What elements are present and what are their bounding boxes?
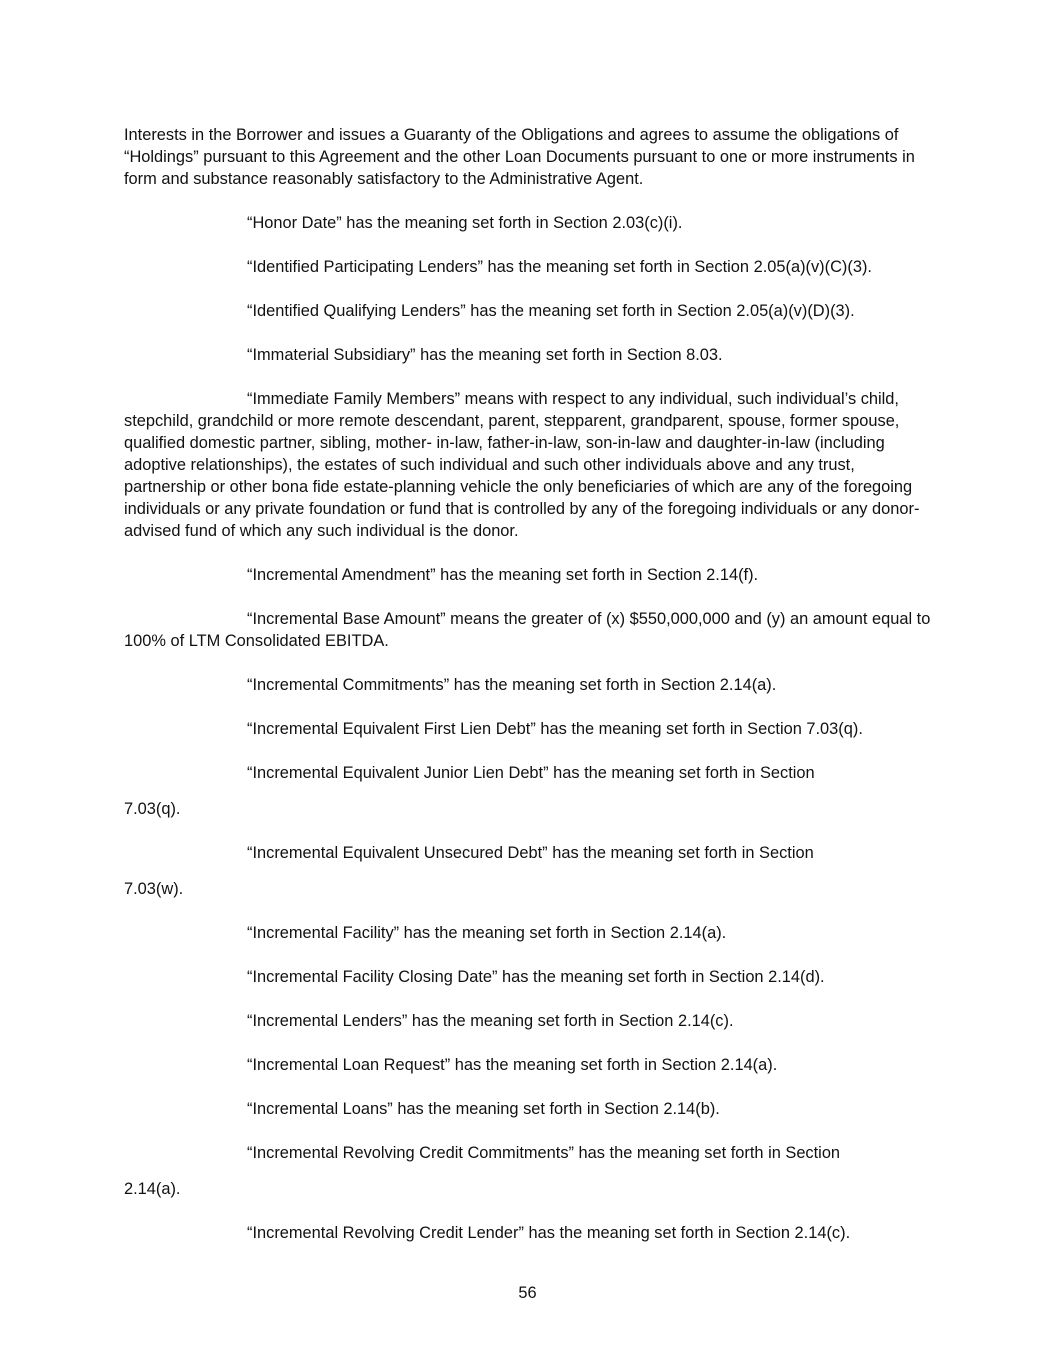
defined-term: “Incremental Loan Request” <box>247 1056 451 1074</box>
definition-text: has the meaning set forth in Section 2.03(c)(i). <box>341 214 683 232</box>
definition-incremental-revolving-credit-lender <box>124 1222 932 1244</box>
definition-incremental-revolving-credit-commitments <box>124 1142 932 1200</box>
defined-term: “Incremental Amendment” <box>247 566 436 584</box>
definition-text: has the meaning set forth in Section 8.03. <box>415 346 723 364</box>
definition-text: has the meaning set forth in Section <box>548 764 815 782</box>
definition-text: has the meaning set forth in Section 2.14(a). <box>449 676 777 694</box>
definition-text: has the meaning set forth in Section 2.05(a)(v)(D)(3). <box>465 302 855 320</box>
defined-term: “Immediate Family Members” <box>247 390 461 408</box>
definition-incremental-lenders <box>124 1010 932 1032</box>
document-page <box>124 124 932 1266</box>
definition-text: has the meaning set forth in Section 2.05(a)(v)(C)(3). <box>482 258 872 276</box>
definition-incremental-amendment <box>124 564 932 586</box>
defined-term: “Identified Qualifying Lenders” <box>247 302 466 320</box>
definition-incremental-equivalent-first-lien-debt <box>124 718 932 740</box>
definition-identified-participating-lenders <box>124 256 932 278</box>
definition-text: has the meaning set forth in Section 2.14(d). <box>497 968 825 986</box>
definition-incremental-commitments <box>124 674 932 696</box>
defined-term: “Incremental Lenders” <box>247 1012 408 1030</box>
definition-section-reference: 7.03(q). <box>124 800 181 818</box>
definition-honor-date <box>124 212 932 234</box>
defined-term: “Incremental Facility” <box>247 924 400 942</box>
defined-term: “Incremental Facility Closing Date” <box>247 968 498 986</box>
definition-text: has the meaning set forth in Section 2.14(f). <box>435 566 759 584</box>
definition-text: has the meaning set forth in Section 7.03(q). <box>535 720 863 738</box>
definition-text: means with respect to any individual, such individual’s child, stepchild, grandchild or more remote descendant, parent, stepparent, grandparent, spouse, former spouse, qualified domestic partner, sibling, mother- in-law, father-in-law, son-in-law and daughter-in-law (including adoptive relationships), the estates of such individual and such other individuals above and any trust, partnership or other bona fide estate-planning vehicle the only beneficiaries of which are any of the foregoing individuals or any private foundation or fund that is controlled by any of the foregoing individuals or any donor-advised fund of which any such individual is the donor. <box>124 390 920 540</box>
definition-section-reference: 2.14(a). <box>124 1180 181 1198</box>
definition-incremental-equivalent-unsecured-debt <box>124 842 932 900</box>
definition-text: has the meaning set forth in Section 2.14(a). <box>399 924 727 942</box>
defined-term: “Incremental Equivalent Unsecured Debt” <box>247 844 548 862</box>
definition-incremental-facility <box>124 922 932 944</box>
definition-incremental-loan-request <box>124 1054 932 1076</box>
definition-text: has the meaning set forth in Section 2.14(c). <box>523 1224 851 1242</box>
defined-term: “Incremental Equivalent First Lien Debt” <box>247 720 536 738</box>
definition-text: has the meaning set forth in Section 2.14(c). <box>407 1012 734 1030</box>
definition-text: has the meaning set forth in Section 2.14(a). <box>450 1056 778 1074</box>
defined-term: “Honor Date” <box>247 214 342 232</box>
definition-text: has the meaning set forth in Section 2.14(b). <box>392 1100 720 1118</box>
definition-text: has the meaning set forth in Section <box>574 1144 841 1162</box>
definition-incremental-base-amount <box>124 608 932 652</box>
intro-paragraph: Interests in the Borrower and issues a Guaranty of the Obligations and agrees to assume the obligations of “Holdings” pursuant to this Agreement and the other Loan Documents pursuant to one or more instruments in form and substance reasonably satisfactory to the Administrative Agent. <box>124 126 915 188</box>
definition-incremental-facility-closing-date <box>124 966 932 988</box>
definition-text: means the greater of (x) $550,000,000 and (y) an amount equal to 100% of LTM Consolidated EBITDA. <box>124 610 931 650</box>
definition-section-reference: 7.03(w). <box>124 880 184 898</box>
definition-incremental-loans <box>124 1098 932 1120</box>
defined-term: “Incremental Revolving Credit Commitments” <box>247 1144 574 1162</box>
page-number: 56 <box>518 1284 537 1302</box>
definition-immediate-family-members <box>124 388 932 542</box>
defined-term: “Incremental Revolving Credit Lender” <box>247 1224 524 1242</box>
definition-identified-qualifying-lenders <box>124 300 932 322</box>
definition-text: has the meaning set forth in Section <box>547 844 814 862</box>
defined-term: “Incremental Loans” <box>247 1100 393 1118</box>
defined-term: “Identified Participating Lenders” <box>247 258 483 276</box>
defined-term: “Incremental Base Amount” <box>247 610 446 628</box>
defined-term: “Incremental Commitments” <box>247 676 450 694</box>
definition-incremental-equivalent-junior-lien-debt <box>124 762 932 820</box>
definition-immaterial-subsidiary <box>124 344 932 366</box>
defined-term: “Immaterial Subsidiary” <box>247 346 416 364</box>
defined-term: “Incremental Equivalent Junior Lien Debt” <box>247 764 549 782</box>
